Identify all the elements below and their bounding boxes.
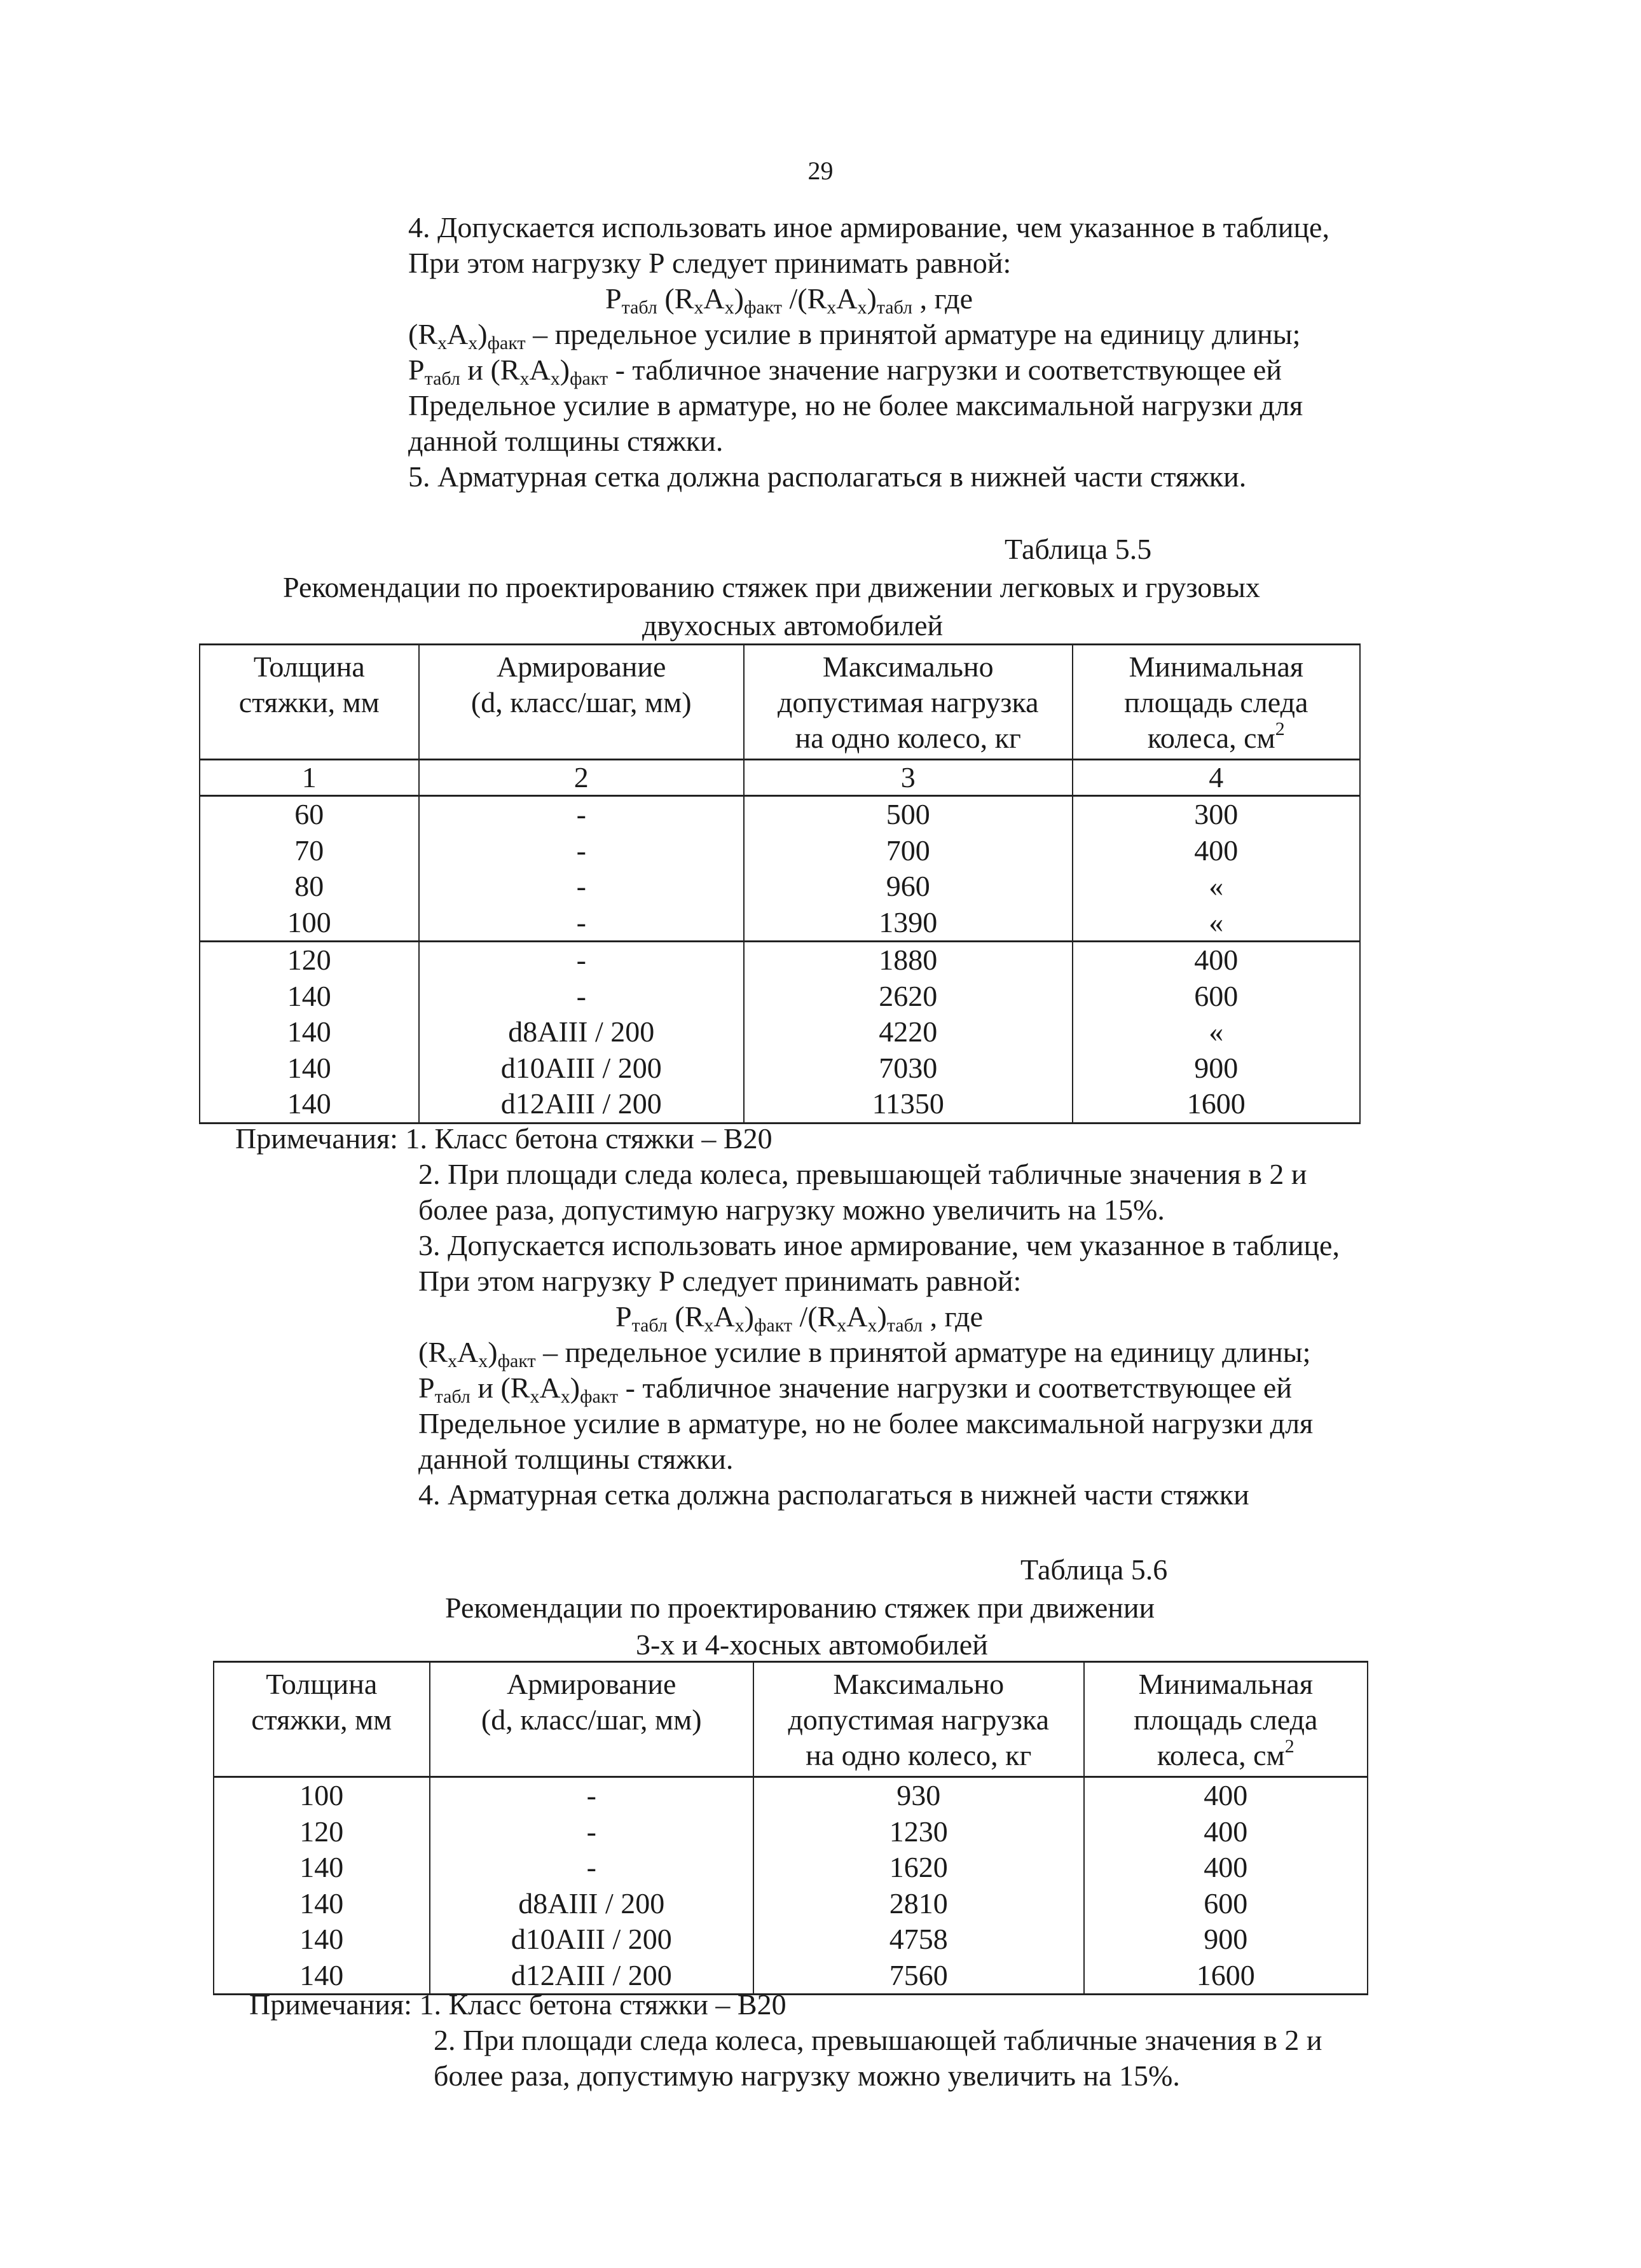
note-line: данной толщины стяжки. bbox=[418, 1443, 734, 1475]
table-cell: 600 bbox=[1084, 1886, 1368, 1922]
table-row bbox=[200, 1050, 1360, 1087]
table-row bbox=[200, 1014, 1360, 1050]
top-notes bbox=[408, 210, 1438, 495]
table-row bbox=[200, 942, 1360, 979]
table-cell: 7030 bbox=[744, 1050, 1073, 1087]
table-cell: 80 bbox=[200, 869, 419, 905]
note-line: Предельное усилие в арматуре, но не более максимальной нагрузки для bbox=[408, 389, 1303, 422]
table-header-row bbox=[200, 645, 1360, 760]
table-cell: 140 bbox=[200, 1014, 419, 1050]
table-cell: 140 bbox=[200, 979, 419, 1015]
table-row bbox=[214, 1921, 1368, 1958]
table-label: Таблица 5.6 bbox=[1020, 1553, 1168, 1586]
note-line: $(R_xA_x)_{факт}$ – предельное усилие в принятой арматуре на единицу длины; bbox=[408, 318, 1301, 354]
table-cell: 960 bbox=[744, 869, 1073, 905]
table-row bbox=[200, 1086, 1360, 1123]
table-header-row bbox=[214, 1662, 1368, 1777]
table-cell: d8AIII / 200 bbox=[430, 1886, 753, 1922]
page-number: 29 bbox=[807, 156, 834, 185]
table-cell: 1600 bbox=[1073, 1086, 1360, 1123]
note-line: 5. Арматурная сетка должна располагаться в нижней части стяжки. bbox=[408, 460, 1247, 493]
note-line: 1. Класс бетона стяжки – В20 bbox=[419, 1988, 786, 2021]
note-line: 1. Класс бетона стяжки – В20 bbox=[405, 1122, 772, 1155]
notes-label: Примечания: bbox=[249, 1988, 412, 2021]
note-line: Предельное усилие в арматуре, но не более максимальной нагрузки для bbox=[418, 1407, 1314, 1440]
table-cell: 7560 bbox=[753, 1958, 1084, 1995]
note-line: $(R_xA_x)_{факт}$ – предельное усилие в принятой арматуре на единицу длины; bbox=[418, 1336, 1311, 1371]
table-cell: 1880 bbox=[744, 942, 1073, 979]
table-cell: 1 bbox=[200, 760, 419, 796]
note-line: 4. Арматурная сетка должна располагаться в нижней части стяжки bbox=[418, 1478, 1249, 1511]
table-cell: 400 bbox=[1084, 1850, 1368, 1886]
table-5-6-notes bbox=[249, 1987, 1457, 2094]
note-line: $P_{табл}$ и $(R_xA_x)_{факт}$ - табличное значение нагрузки и соответствующее ей bbox=[408, 354, 1282, 389]
table-cell: 4758 bbox=[753, 1921, 1084, 1958]
table-cell: 140 bbox=[214, 1886, 430, 1922]
table-title: Рекомендации по проектированию стяжек при движении легковых и грузовых bbox=[283, 571, 1260, 603]
table-cell: 140 bbox=[200, 1050, 419, 1087]
table-title: двухосных автомобилей bbox=[642, 609, 944, 642]
table-row bbox=[200, 869, 1360, 905]
table-row bbox=[200, 796, 1360, 833]
table-row bbox=[200, 833, 1360, 869]
table-cell: 4220 bbox=[744, 1014, 1073, 1050]
table-cell: 500 bbox=[744, 796, 1073, 833]
table-cell: 11350 bbox=[744, 1086, 1073, 1123]
table-cell: « bbox=[1073, 869, 1360, 905]
header-cell: Толщина стяжки, мм bbox=[200, 645, 419, 760]
note-line: При этом нагрузку Р следует принимать равной: bbox=[418, 1265, 1022, 1297]
notes-label: Примечания: bbox=[235, 1122, 398, 1155]
table-cell: 120 bbox=[200, 942, 419, 979]
note-line: более раза, допустимую нагрузку можно увеличить на 15%. bbox=[434, 2059, 1180, 2092]
table-row bbox=[214, 1850, 1368, 1886]
table-cell: d10AIII / 200 bbox=[430, 1921, 753, 1958]
table-cell: 120 bbox=[214, 1814, 430, 1850]
table-cell: 400 bbox=[1084, 1814, 1368, 1850]
table-cell: 100 bbox=[200, 905, 419, 942]
table-row bbox=[214, 1886, 1368, 1922]
table-cell: 300 bbox=[1073, 796, 1360, 833]
table-cell: - bbox=[419, 905, 744, 942]
note-line: данной толщины стяжки. bbox=[408, 425, 724, 457]
table-cell: - bbox=[419, 979, 744, 1015]
table-cell: 900 bbox=[1073, 1050, 1360, 1087]
table-cell: 100 bbox=[214, 1777, 430, 1814]
note-line: 4. Допускается использовать иное армирование, чем указанное в таблице, bbox=[408, 211, 1329, 244]
table-title: Рекомендации по проектированию стяжек при движении bbox=[445, 1591, 1155, 1624]
note-line: 2. При площади следа колеса, превышающей табличные значения в 2 и bbox=[418, 1158, 1307, 1190]
note-line: При этом нагрузку Р следует принимать равной: bbox=[408, 247, 1012, 279]
table-cell: 400 bbox=[1073, 833, 1360, 869]
table-cell: d8AIII / 200 bbox=[419, 1014, 744, 1050]
table-row bbox=[214, 1777, 1368, 1814]
table-cell: - bbox=[419, 869, 744, 905]
table-cell: - bbox=[419, 796, 744, 833]
table-row bbox=[214, 1814, 1368, 1850]
table-cell: - bbox=[430, 1777, 753, 1814]
note-line: 2. При площади следа колеса, превышающей табличные значения в 2 и bbox=[434, 2024, 1322, 2056]
table-cell: 140 bbox=[214, 1958, 430, 1995]
table-cell: 1600 bbox=[1084, 1958, 1368, 1995]
header-cell: Армирование (d, класс/шаг, мм) bbox=[430, 1662, 753, 1777]
table-cell: - bbox=[430, 1814, 753, 1850]
table-row bbox=[200, 905, 1360, 942]
table-cell: 70 bbox=[200, 833, 419, 869]
table-cell: 3 bbox=[744, 760, 1073, 796]
table-5-6 bbox=[213, 1661, 1368, 1995]
note-line: 3. Допускается использовать иное армирование, чем указанное в таблице, bbox=[418, 1229, 1340, 1261]
table-cell: d12AIII / 200 bbox=[430, 1958, 753, 1995]
table-row bbox=[200, 760, 1360, 796]
table-cell: 140 bbox=[200, 1086, 419, 1123]
table-cell: « bbox=[1073, 905, 1360, 942]
table-cell: - bbox=[419, 833, 744, 869]
table-cell: 1620 bbox=[753, 1850, 1084, 1886]
table-cell: « bbox=[1073, 1014, 1360, 1050]
table-5-5 bbox=[199, 643, 1361, 1124]
table-cell: 140 bbox=[214, 1850, 430, 1886]
note-line: $P_{табл}$ и $(R_xA_x)_{факт}$ - табличное значение нагрузки и соответствующее ей bbox=[418, 1371, 1292, 1407]
table-cell: 1390 bbox=[744, 905, 1073, 942]
header-cell: Армирование (d, класс/шаг, мм) bbox=[419, 645, 744, 760]
table-row bbox=[200, 979, 1360, 1015]
table-label: Таблица 5.5 bbox=[1005, 533, 1152, 565]
table-cell: 4 bbox=[1073, 760, 1360, 796]
formula: $P_{табл}$ $(R_xA_x)_{факт}$ $/(R_xA_x)_{табл}$ , где bbox=[605, 282, 973, 318]
formula: $P_{табл}$ $(R_xA_x)_{факт}$ $/(R_xA_x)_{табл}$ , где bbox=[615, 1300, 984, 1336]
table-cell: - bbox=[419, 942, 744, 979]
header-cell: Максимально допустимая нагрузка на одно колесо, кг bbox=[753, 1662, 1084, 1777]
table-cell: 60 bbox=[200, 796, 419, 833]
header-cell: Максимально допустимая нагрузка на одно колесо, кг bbox=[744, 645, 1073, 760]
table-cell: 2620 bbox=[744, 979, 1073, 1015]
table-cell: 2 bbox=[419, 760, 744, 796]
table-cell: 700 bbox=[744, 833, 1073, 869]
table-cell: 930 bbox=[753, 1777, 1084, 1814]
table-cell: d12AIII / 200 bbox=[419, 1086, 744, 1123]
table-cell: 2810 bbox=[753, 1886, 1084, 1922]
table-cell: 600 bbox=[1073, 979, 1360, 1015]
table-cell: - bbox=[430, 1850, 753, 1886]
header-cell: Минимальная площадь следа колеса, $см^2$ bbox=[1073, 645, 1360, 760]
table-5-5-notes bbox=[235, 1121, 1475, 1513]
table-cell: 400 bbox=[1084, 1777, 1368, 1814]
table-cell: 140 bbox=[214, 1921, 430, 1958]
table-cell: d10AIII / 200 bbox=[419, 1050, 744, 1087]
table-cell: 1230 bbox=[753, 1814, 1084, 1850]
note-line: более раза, допустимую нагрузку можно увеличить на 15%. bbox=[418, 1193, 1165, 1226]
header-cell: Минимальная площадь следа колеса, $см^2$ bbox=[1084, 1662, 1368, 1777]
table-title: 3-х и 4-хосных автомобилей bbox=[636, 1628, 988, 1661]
table-cell: 900 bbox=[1084, 1921, 1368, 1958]
table-cell: 400 bbox=[1073, 942, 1360, 979]
header-cell: Толщина стяжки, мм bbox=[214, 1662, 430, 1777]
